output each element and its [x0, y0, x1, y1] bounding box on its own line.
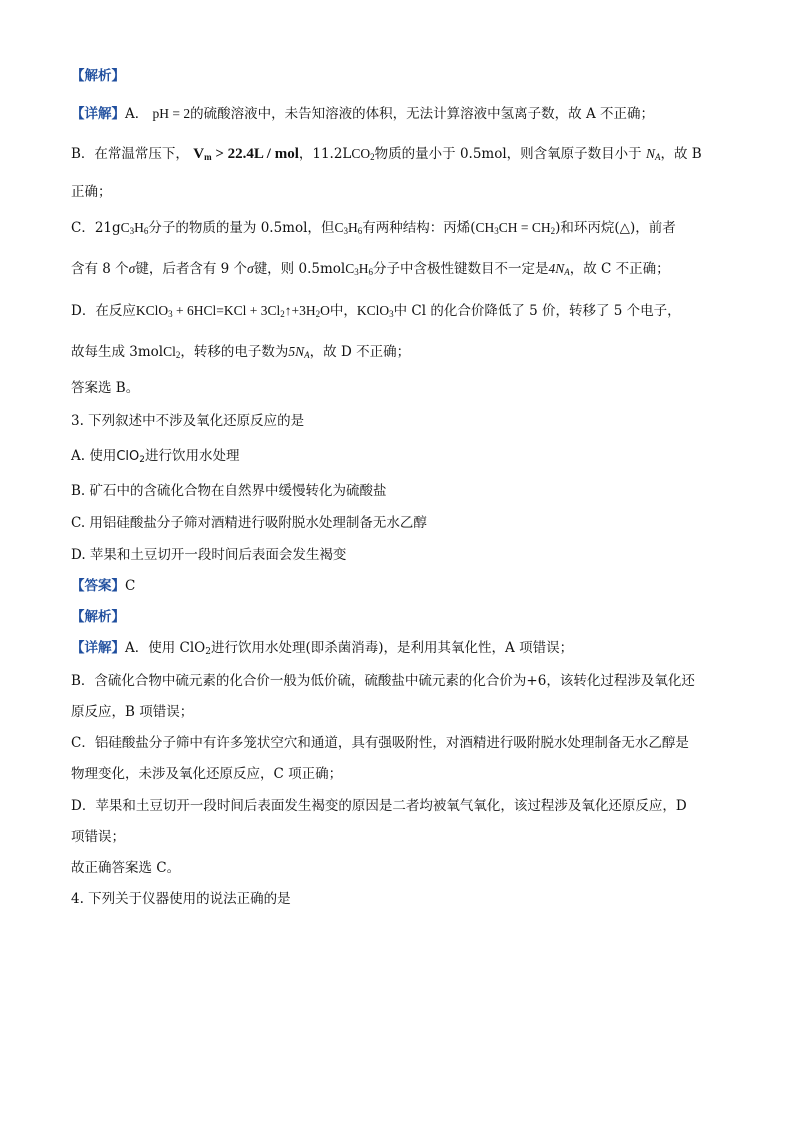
formula: KClO$_3$	[356, 303, 394, 319]
detail-q3-b: B．含硫化合物中硫元素的化合价一般为低价硫，硫酸盐中硫元素的化合价为+6，该转化过程涉及氧化还	[71, 673, 695, 689]
detail-line-a: 【详解】A． pH = 2的硫酸溶液中，未告知溶液的体积，无法计算溶液中氢离子数，故 A 不正确；	[71, 106, 655, 122]
detail-line-d: D．在反应KClO$_3$ + $6HCl=KCl + 3Cl_2↑+3H_2O$中，KClO$_3$中 Cl 的化合价降低了 5 价，转移了 5 个电子，	[71, 303, 681, 319]
formula: $V_m > 22.4L$ / mol	[193, 146, 299, 162]
option-a: A. 使用ClO$_2$进行饮用水处理	[71, 448, 240, 465]
formula: KClO$_3$ + $6HCl=KCl + 3Cl_2↑+3H_2O$	[135, 303, 330, 319]
detail-q3-a: 【详解】A．使用 ClO$_2$进行饮用水处理(即杀菌消毒)，是利用其氧化性，A 项错误；	[71, 640, 574, 657]
option-b: B. 矿石中的含硫化合物在自然界中缓慢转化为硫酸盐	[71, 483, 387, 499]
detail-q3-c: C．铝硅酸盐分子筛中有许多笼状空穴和通道，具有强吸附性，对酒精进行吸附脱水处理制备无水乙醇是	[71, 735, 689, 751]
formula: $CH_3CH = CH_2$	[475, 220, 556, 236]
detail-line-c-cont: 含有 8 个σ键，后者含有 9 个σ键，则 $0.5molC_3H_6$分子中含极性键数目不一定是$4N_A$，故 C 不正确；	[71, 261, 670, 277]
formula: $C_3H_6$	[345, 261, 373, 277]
detail-line-b-cont: 正确；	[71, 184, 112, 200]
formula: $C_3H_6$	[334, 220, 363, 236]
analysis-heading-1	[71, 66, 125, 86]
formula: $N_A$	[645, 146, 661, 162]
formula: $CO_2$	[351, 146, 375, 162]
analysis-heading-2	[71, 607, 125, 627]
formula: pH = 2	[152, 106, 191, 121]
detail-line-c: C．$21gC_3H_6$分子的物质的量为 0.5mol，但$C_3H_6$有两种结构：丙烯$(CH_3CH = CH_2)$和环丙烷(△)，前者	[71, 220, 676, 236]
detail-q3-d-cont: 项错误；	[71, 829, 125, 845]
detail-line-d-cont: 故每生成 3molCl$_2$，转移的电子数为$5N_A$，故 D 不正确；	[71, 344, 411, 360]
formula: $C_3H_6$	[120, 220, 149, 236]
formula: ClO$_2$	[116, 449, 145, 465]
answer-summary-q2: 答案选 B。	[71, 380, 140, 396]
option-d: D. 苹果和土豆切开一段时间后表面会发生褐变	[71, 547, 347, 563]
option-c: C. 用铝硅酸盐分子筛对酒精进行吸附脱水处理制备无水乙醇	[71, 515, 427, 531]
answer-summary-q3: 故正确答案选 C。	[71, 860, 181, 876]
section-tag: 【答案】	[71, 578, 125, 594]
detail-q3-d: D．苹果和土豆切开一段时间后表面发生褐变的原因是二者均被氧气氧化，该过程涉及氧化还原反应，D	[71, 798, 687, 814]
answer-line: 【答案】C	[71, 578, 136, 594]
detail-q3-b-cont: 原反应，B 项错误；	[71, 704, 194, 720]
formula: $5N_A$	[288, 344, 310, 360]
section-tag: 【详解】	[71, 106, 125, 122]
detail-q3-c-cont: 物理变化，未涉及氧化还原反应，C 项正确；	[71, 766, 343, 782]
section-tag: 【详解】	[71, 640, 125, 656]
section-tag: 【解析】	[71, 609, 125, 625]
question-3-stem: 3. 下列叙述中不涉及氧化还原反应的是	[71, 413, 305, 429]
question-4-stem: 4. 下列关于仪器使用的说法正确的是	[71, 891, 291, 907]
formula: $4N_A$	[548, 261, 570, 277]
formula: $Cl_2$	[163, 344, 181, 360]
detail-line-b: B．在常温常压下， $V_m > 22.4L$ / mol，$11.2LCO_2$物质的量小于 0.5mol，则含氧原子数目小于 $N_A$，故 B	[71, 146, 702, 162]
section-tag: 【解析】	[71, 68, 125, 84]
